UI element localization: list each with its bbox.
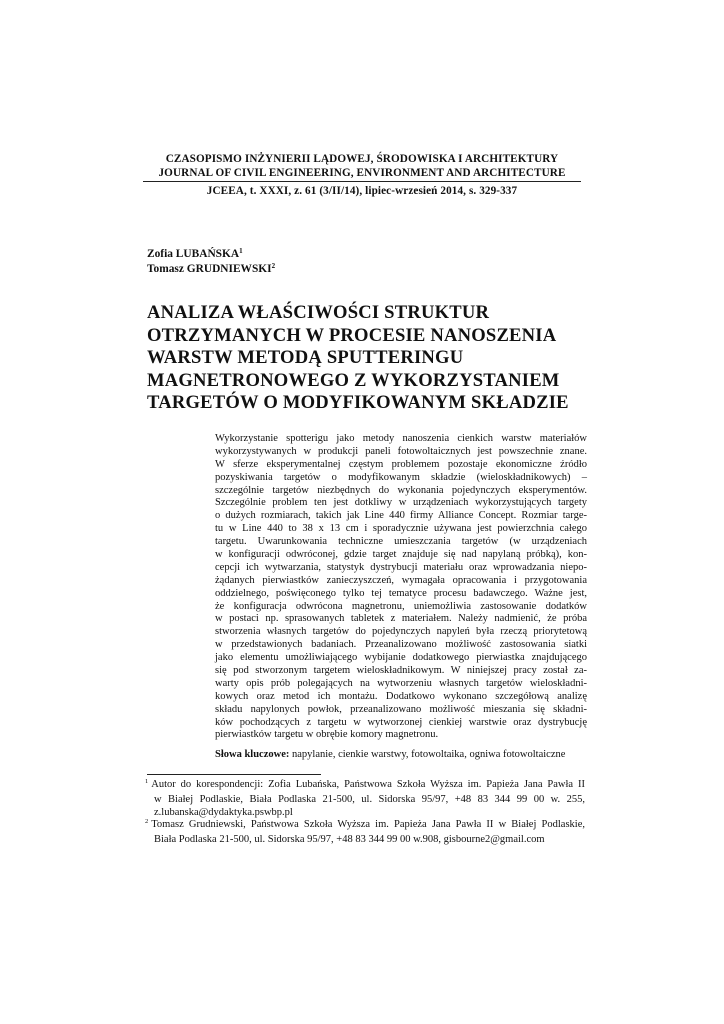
title-line: MAGNETRONOWEGO Z WYKORZYSTANIEM	[147, 369, 560, 391]
abstract-line: Wykorzystanie spotterigu jako metody nanoszenia cienkich warstw materiałów	[215, 433, 587, 444]
footnote-2	[145, 818, 585, 846]
abstract-line: wykorzystywanych w produkcji paneli fotowoltaicznych jest powszechnie znane.	[215, 445, 587, 457]
abstract-line: jako elementu umożliwiającego wybijanie dodatkowego pierwiastka znajdującego	[215, 652, 587, 664]
keywords-text: napylanie, cienkie warstwy, fotowoltaika, ogniwa fotowoltaiczne	[289, 749, 566, 760]
abstract-line: żądanych pierwiastków zanieczyszczeń, wymagała opracowania i przygotowania	[215, 574, 587, 586]
header-rule	[143, 181, 581, 182]
paper-title	[147, 302, 587, 415]
author-name: Zofia LUBAŃSKA	[147, 248, 240, 260]
footnote-mark: 1	[239, 247, 243, 255]
title-line: ANALIZA WŁAŚCIWOŚCI STRUKTUR	[147, 302, 490, 323]
footnote-mark: 1	[145, 778, 149, 785]
footnote-line: z.lubanska@dydaktyka.pswbp.pl	[154, 807, 293, 819]
abstract-line: o dużych rozmiarach, takich jak Line 440 firmy Alliance Concept. Rozmiar targe-	[215, 510, 587, 522]
abstract-line: pozyskiwania targetów o modyfikowanym składzie (wieloskładnikowych) –	[215, 471, 587, 483]
footnote-rule	[147, 774, 321, 775]
footnote-text: Autor do korespondencji: Zofia Lubańska, Państwowa Szkoła Wyższa im. Papieża Jana Pawła II	[151, 779, 585, 790]
journal-citation: JCEEA, t. XXXI, z. 61 (3/II/14), lipiec-wrzesień 2014, s. 329-337	[206, 185, 518, 197]
author-name: Tomasz GRUDNIEWSKI	[147, 263, 272, 275]
journal-title-pl: CZASOPISMO INŻYNIERII LĄDOWEJ, ŚRODOWISKA I ARCHITEKTURY	[165, 153, 559, 165]
abstract-line: targetu. Uwarunkowania techniczne umieszczania targetów (w urządzeniach	[215, 536, 587, 548]
abstract-line: w przedstawionych badaniach. Przeanalizowano możliwość zastosowania siatki	[215, 639, 587, 651]
abstract-line: ków pochodzących z targetu w wytworzonej cienkiej warstwie oraz dystrybucję	[215, 716, 587, 728]
author-2	[147, 262, 275, 276]
footnote-text: Tomasz Grudniewski, Państwowa Szkoła Wyższa im. Papieża Jana Pawła II w Białej Podlaskie,	[151, 819, 585, 830]
footnote-line: w Białej Podlaskie, Biała Podlaska 21-500, ul. Sidorska 95/97, +48 83 344 99 00 w. 255,	[154, 793, 585, 805]
footnote-line	[145, 818, 585, 833]
abstract-line: szczególnie targetów niezbędnych do wykonania pojedynczych eksperymentów.	[215, 484, 587, 496]
abstract	[215, 433, 587, 742]
title-line: TARGETÓW O MODYFIKOWANYM SKŁADZIE	[147, 392, 569, 413]
abstract-line: składu napylonych powłok, przeanalizowano możliwość mieszania się składni-	[215, 703, 587, 715]
abstract-line: że konfiguracja odwrócona magnetronu, uniemożliwia zastosowanie dodatków	[215, 600, 587, 612]
author-1	[147, 247, 243, 261]
abstract-line: oddzielnego, poświęconego tylko tej tematyce procesu badawczego. Ważne jest,	[215, 587, 587, 599]
footnote-line	[145, 778, 585, 793]
journal-title-en: JOURNAL OF CIVIL ENGINEERING, ENVIRONMENT AND ARCHITECTURE	[158, 167, 566, 179]
abstract-line: tu w Line 440 to 38 x 13 cm i sporadycznie używana jest powierzchnia całego	[215, 523, 587, 535]
abstract-line: w konfiguracji odwróconej, gdzie target znajduje się nad napylaną próbką), kon-	[215, 549, 587, 561]
abstract-line: Szczególnie problem ten jest dotkliwy w urządzeniach wykorzystujących targety	[215, 497, 587, 509]
abstract-line: W sferze eksperymentalnej częstym problemem pozostaje ekonomiczne źródło	[215, 458, 587, 470]
keywords-label: Słowa kluczowe:	[215, 749, 290, 760]
footnote-mark: 2	[271, 262, 276, 270]
abstract-line: w postaci np. sprasowanych tabletek z materiałem. Należy nadmienić, że próba	[215, 613, 587, 625]
keywords	[215, 748, 587, 761]
title-line: WARSTW METODĄ SPUTTERINGU	[147, 347, 464, 368]
abstract-line: pierwiastków targetu w obrębie komory magnetronu.	[215, 729, 439, 741]
footnote-line: Biała Podlaska 21-500, ul. Sidorska 95/97, +48 83 344 99 00 w.908, gisbourne2@gmail.com	[154, 833, 545, 845]
abstract-line: stworzenia własnych targetów do pojedynczych napyleń była rzeczą priorytetową	[215, 626, 587, 638]
footnote-1	[145, 778, 585, 820]
abstract-line: cepcji ich wytwarzania, statystyk dystrybucji materiału oraz wprowadzania niepo-	[215, 561, 587, 573]
abstract-line: kowych oraz metod ich montażu. Dodatkowo wykonano szczegółową analizę	[215, 690, 587, 702]
abstract-line: warty opis prób polegających na wytworzeniu własnych targetów wieloskładni-	[215, 677, 587, 689]
abstract-line: się pod stworzonym targetem wieloskładnikowym. W niniejszej pracy został za-	[215, 665, 587, 677]
title-line: OTRZYMANYCH W PROCESIE NANOSZENIA	[147, 324, 557, 346]
footnote-mark: 2	[145, 818, 149, 825]
